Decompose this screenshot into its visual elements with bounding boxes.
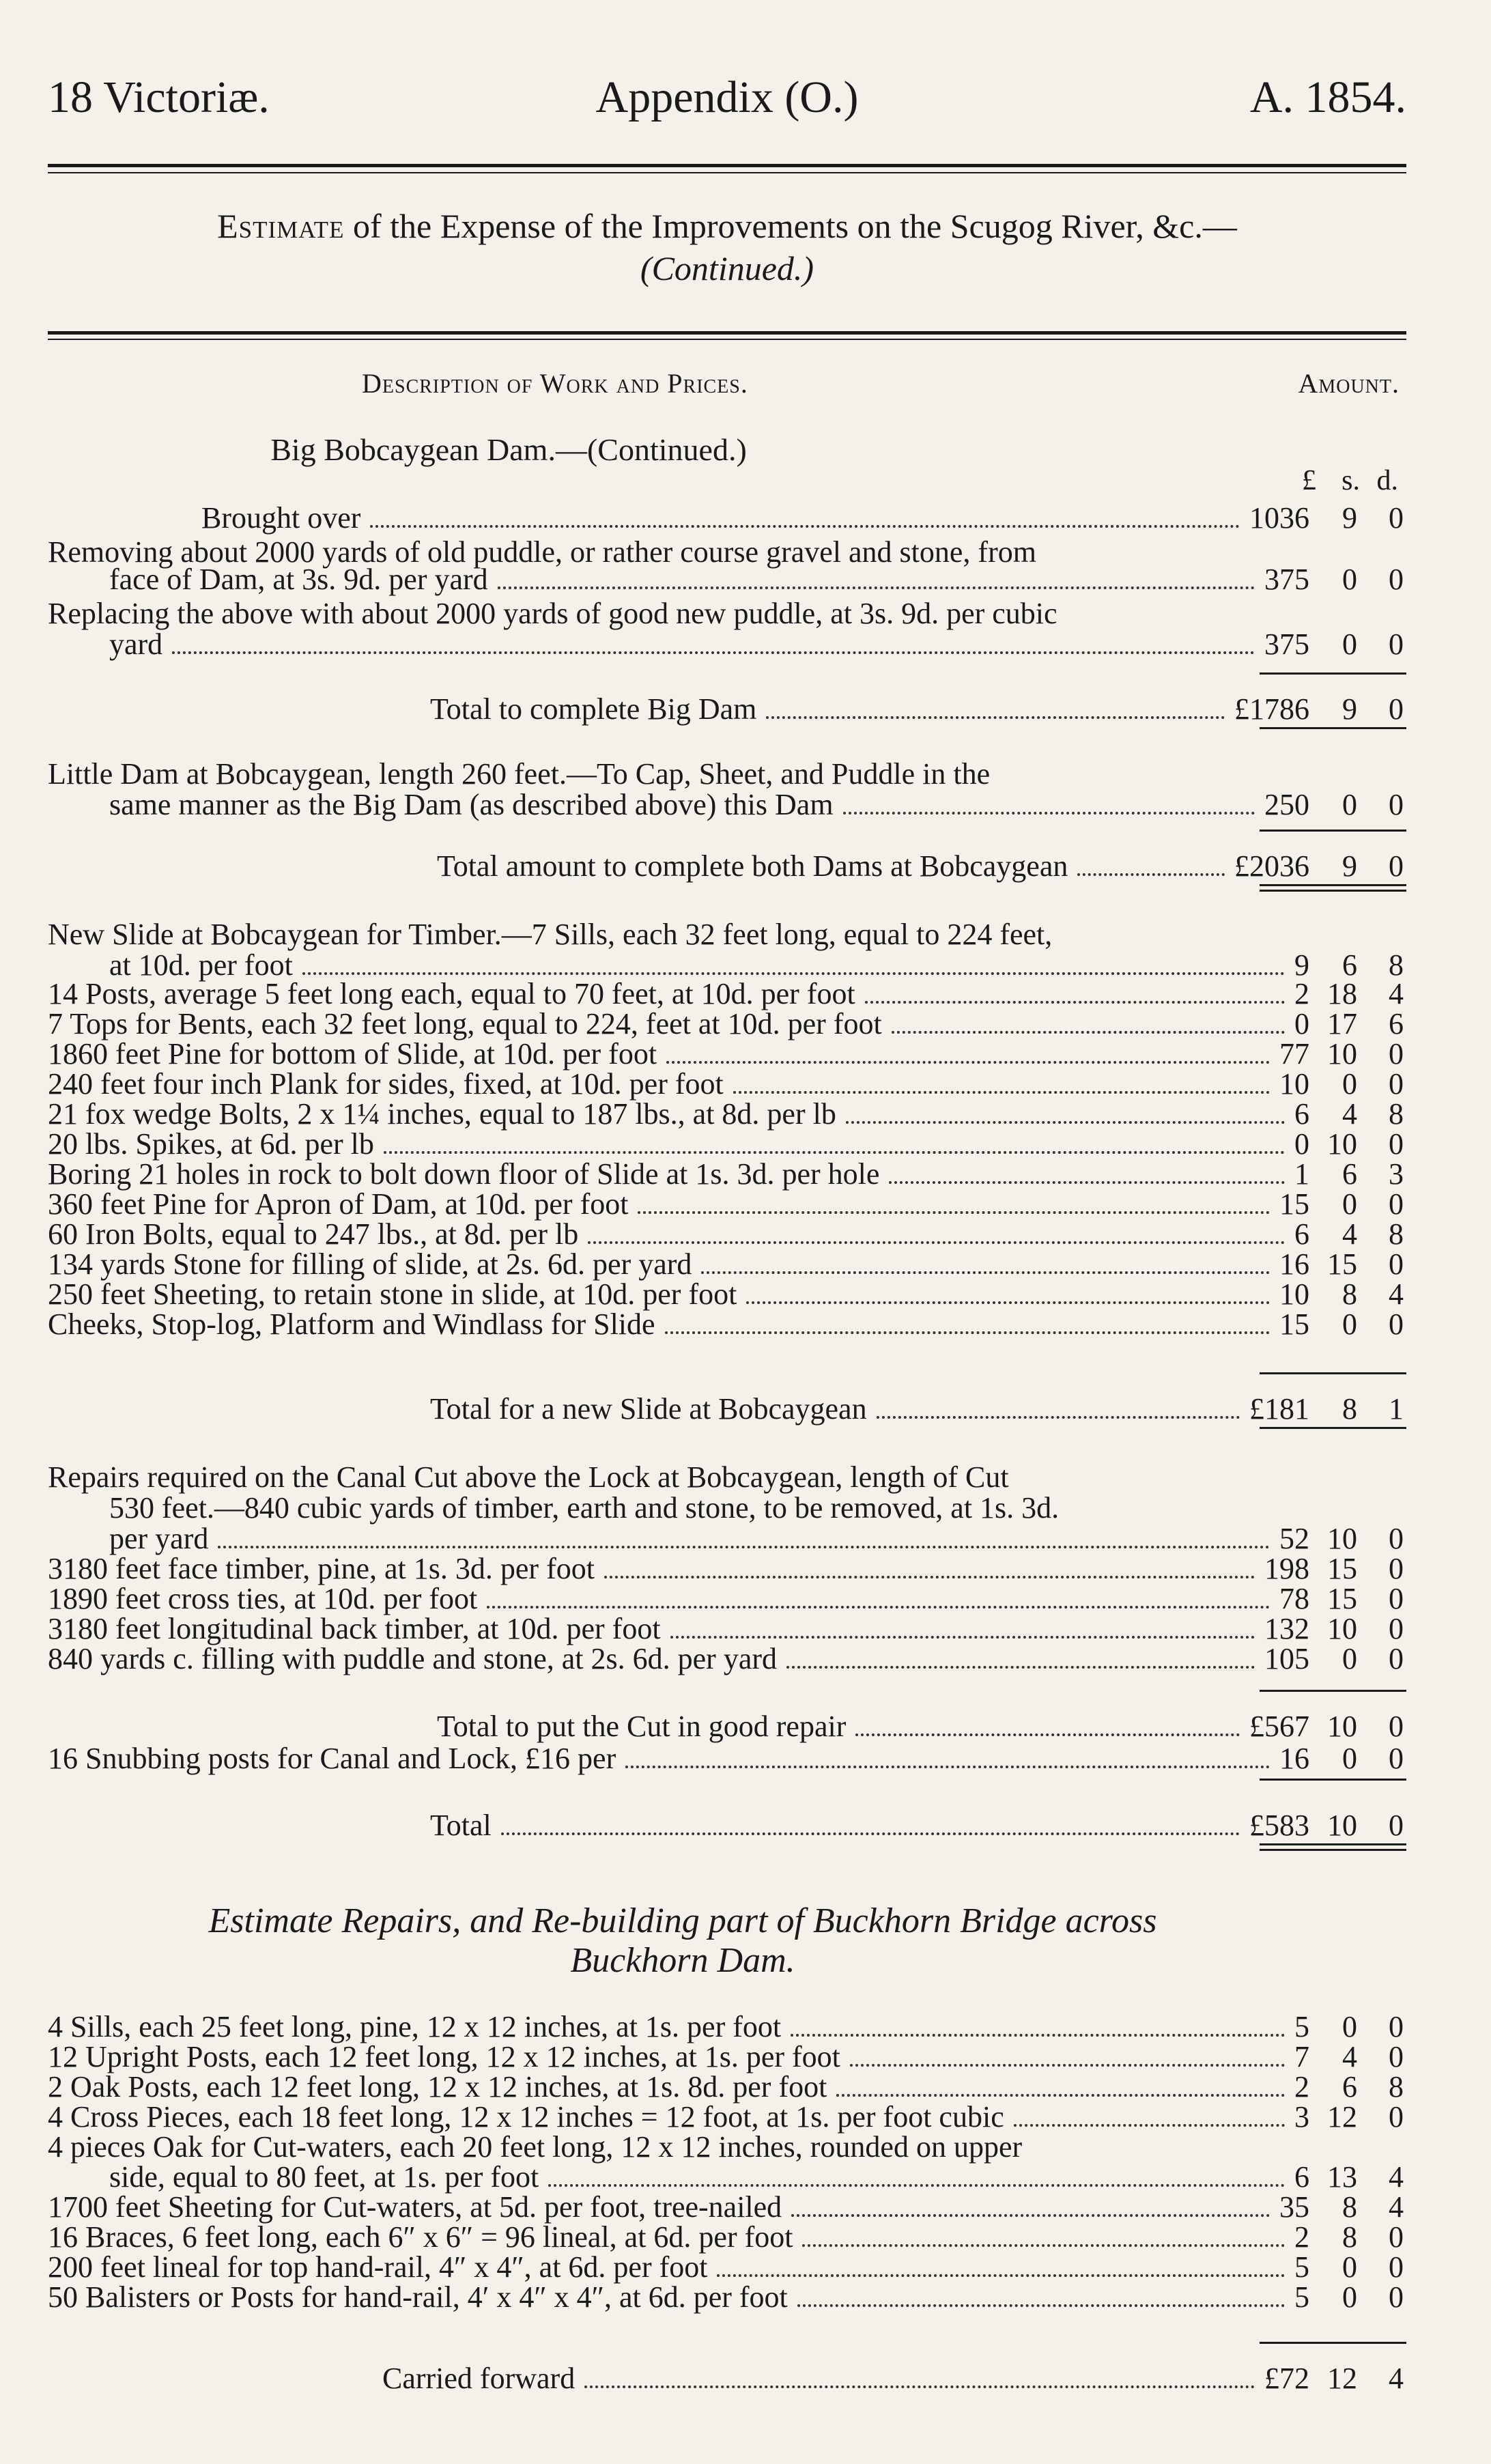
estimate-row xyxy=(48,693,1406,726)
estimate-row xyxy=(48,2362,1406,2395)
leader-dots xyxy=(766,716,1225,719)
estimate-title xyxy=(48,205,1406,289)
amount-pence: 0 xyxy=(1389,1809,1404,1842)
amount-pounds: 250 xyxy=(1264,788,1309,821)
row-description: 20 lbs. Spikes, at 6d. per lb xyxy=(48,1127,374,1161)
amount-pence: 3 xyxy=(1389,1157,1404,1191)
amount-shillings: 0 xyxy=(1342,563,1357,596)
row-description: 16 Braces, 6 feet long, each 6″ x 6″ = 96 lineal, at 6d. per foot xyxy=(48,2220,793,2254)
amount-pence: 8 xyxy=(1389,1217,1404,1251)
row-description: New Slide at Bobcaygean for Timber.—7 Sills, each 32 feet long, equal to 224 feet, xyxy=(48,918,1053,951)
amount-shillings: 9 xyxy=(1342,692,1357,726)
amount-pounds: £181 xyxy=(1249,1392,1309,1426)
title-rule-thin xyxy=(48,339,1406,340)
estimate-row xyxy=(48,1613,1406,1645)
amount-pence: 0 xyxy=(1389,1127,1404,1161)
leader-dots xyxy=(733,1091,1270,1094)
amount-pence: 0 xyxy=(1389,2010,1404,2043)
row-description: Total to put the Cut in good repair xyxy=(437,1710,847,1743)
row-description: 840 yards c. filling with puddle and stone, at 2s. 6d. per yard xyxy=(48,1642,778,1675)
amount-pence: 0 xyxy=(1389,1552,1404,1585)
amount-pence: 0 xyxy=(1389,1582,1404,1615)
pounds-unit: £ xyxy=(1302,465,1316,496)
estimate-row xyxy=(48,1583,1406,1615)
amount-pence: 0 xyxy=(1389,692,1404,726)
row-description: 7 Tops for Bents, each 32 feet long, equal to 224, feet at 10d. per foot xyxy=(48,1007,882,1040)
amount-pounds: £583 xyxy=(1249,1809,1309,1842)
row-description: 50 Balisters or Posts for hand-rail, 4′ x 4″ x 4″, at 6d. per foot xyxy=(48,2280,788,2314)
total-rule xyxy=(1260,1372,1406,1374)
amount-shillings: 10 xyxy=(1327,1710,1357,1743)
amount-pounds: £72 xyxy=(1264,2362,1309,2395)
description-header: Description of Work and Prices. xyxy=(362,368,748,399)
amount-pence: 0 xyxy=(1389,627,1404,661)
leader-dots xyxy=(302,972,1285,975)
leader-dots xyxy=(850,2064,1285,2067)
title-rule xyxy=(48,331,1406,335)
amount-shillings: 0 xyxy=(1342,788,1357,821)
amount-shillings: 8 xyxy=(1342,1392,1357,1426)
amount-shillings: 0 xyxy=(1342,1187,1357,1221)
row-description: Carried forward xyxy=(382,2362,576,2395)
estimate-row xyxy=(48,502,1406,535)
row-description: 4 Cross Pieces, each 18 feet long, 12 x 12 inches = 12 foot, at 1s. per foot cubic xyxy=(48,2100,1004,2134)
row-description: face of Dam, at 3s. 9d. per yard xyxy=(109,563,488,596)
row-description: 200 feet lineal for top hand-rail, 4″ x 4″, at 6d. per foot xyxy=(48,2250,708,2284)
pence-unit: d. xyxy=(1376,465,1398,496)
row-description: Total for a new Slide at Bobcaygean xyxy=(430,1392,867,1426)
leader-dots xyxy=(791,2214,1270,2217)
row-description: 14 Posts, average 5 feet long each, equal to 70 feet, at 10d. per foot xyxy=(48,977,855,1010)
row-description: 16 Snubbing posts for Canal and Lock, £16 per xyxy=(48,1742,616,1775)
estimate-row xyxy=(48,2221,1406,2254)
header-appendix: Appendix (O.) xyxy=(595,72,859,122)
amount-shillings: 15 xyxy=(1327,1552,1357,1585)
row-description: same manner as the Big Dam (as described above) this Dam xyxy=(109,788,834,821)
row-description: 530 feet.—840 cubic yards of timber, earth and stone, to be removed, at 1s. 3d. xyxy=(109,1491,1060,1525)
amount-shillings: 0 xyxy=(1342,1742,1357,1775)
estimate-row xyxy=(48,1128,1406,1161)
leader-dots xyxy=(487,1606,1270,1609)
document-page xyxy=(48,0,1406,2464)
amount-pence: 0 xyxy=(1389,1642,1404,1675)
amount-pounds: 78 xyxy=(1279,1582,1309,1615)
leader-dots xyxy=(786,1666,1255,1669)
amount-shillings: 10 xyxy=(1327,1127,1357,1161)
amount-pounds: 10 xyxy=(1279,1277,1309,1311)
leader-dots xyxy=(836,2094,1285,2097)
amount-pounds: 77 xyxy=(1279,1037,1309,1071)
amount-pence: 4 xyxy=(1389,2190,1404,2224)
amount-pounds: 0 xyxy=(1294,1007,1309,1040)
estimate-row xyxy=(48,1710,1406,1743)
row-description: 1860 feet Pine for bottom of Slide, at 10d. per foot xyxy=(48,1037,657,1071)
amount-shillings: 17 xyxy=(1327,1007,1357,1040)
title-lead: Estimate xyxy=(217,207,345,245)
amount-pounds: 15 xyxy=(1279,1187,1309,1221)
amount-pounds: 5 xyxy=(1294,2280,1309,2314)
amount-pounds: £567 xyxy=(1249,1710,1309,1743)
total-rule xyxy=(1260,2342,1406,2344)
row-description: 1890 feet cross ties, at 10d. per foot xyxy=(48,1582,478,1615)
title-continued: (Continued.) xyxy=(640,249,814,287)
estimate-row xyxy=(48,1278,1406,1311)
leader-dots xyxy=(802,2244,1285,2247)
leader-dots xyxy=(384,1151,1285,1154)
estimate-row xyxy=(48,1068,1406,1101)
amount-pounds: 6 xyxy=(1294,2160,1309,2194)
amount-pounds: 2 xyxy=(1294,2220,1309,2254)
amount-pence: 0 xyxy=(1389,849,1404,883)
leader-dots xyxy=(665,1331,1270,1334)
amount-pence: 0 xyxy=(1389,2280,1404,2314)
total-rule xyxy=(1260,727,1406,729)
estimate-row xyxy=(48,1308,1406,1341)
amount-pence: 0 xyxy=(1389,563,1404,596)
amount-pence: 0 xyxy=(1389,1067,1404,1101)
amount-pounds: 6 xyxy=(1294,1097,1309,1131)
estimate-row xyxy=(48,597,1406,630)
amount-shillings: 4 xyxy=(1342,1097,1357,1131)
leader-dots xyxy=(1077,873,1225,876)
row-description: 60 Iron Bolts, equal to 247 lbs., at 8d. per lb xyxy=(48,1217,579,1251)
amount-shillings: 0 xyxy=(1342,1307,1357,1341)
leader-dots xyxy=(846,1121,1285,1124)
header-rule xyxy=(48,164,1406,167)
amount-shillings: 18 xyxy=(1327,977,1357,1010)
row-description: Removing about 2000 yards of old puddle, or rather course gravel and stone, from xyxy=(48,535,1036,569)
amount-shillings: 0 xyxy=(1342,1067,1357,1101)
header-rule-thin xyxy=(48,172,1406,173)
row-description: 1700 feet Sheeting for Cut-waters, at 5d. per foot, tree-nailed xyxy=(48,2190,782,2224)
section-buckhorn-bridge xyxy=(48,1901,1318,1981)
amount-pence: 8 xyxy=(1389,2070,1404,2104)
estimate-row xyxy=(48,2071,1406,2104)
estimate-row xyxy=(48,2251,1406,2284)
amount-pounds: 52 xyxy=(1279,1522,1309,1555)
row-description: Total amount to complete both Dams at Bobcaygean xyxy=(437,849,1068,883)
leader-dots xyxy=(746,1301,1270,1304)
amount-pence: 0 xyxy=(1389,2250,1404,2284)
amount-shillings: 6 xyxy=(1342,1157,1357,1191)
estimate-row xyxy=(48,2041,1406,2073)
amount-pence: 0 xyxy=(1389,1247,1404,1281)
row-description: 4 Sills, each 25 feet long, pine, 12 x 12 inches, at 1s. per foot xyxy=(48,2010,782,2043)
amount-shillings: 6 xyxy=(1342,948,1357,982)
amount-shillings: 0 xyxy=(1342,1642,1357,1675)
estimate-row xyxy=(48,2161,1406,2194)
amount-shillings: 13 xyxy=(1327,2160,1357,2194)
leader-dots xyxy=(791,2034,1285,2037)
amount-pounds: 35 xyxy=(1279,2190,1309,2224)
leader-dots xyxy=(797,2304,1285,2307)
leader-dots xyxy=(843,812,1255,815)
section-buckhorn-line2: Buckhorn Dam. xyxy=(570,1941,795,1980)
row-description: Replacing the above with about 2000 yards of good new puddle, at 3s. 9d. per cubic xyxy=(48,597,1057,630)
title-text: of the Expense of the Improvements on the Scugog River, &c.— xyxy=(352,207,1237,245)
estimate-row xyxy=(48,1553,1406,1585)
estimate-row xyxy=(48,1188,1406,1221)
amount-pence: 0 xyxy=(1389,1742,1404,1775)
amount-shillings: 15 xyxy=(1327,1247,1357,1281)
estimate-row xyxy=(48,2191,1406,2224)
row-description: Total to complete Big Dam xyxy=(430,692,757,726)
amount-pounds: 375 xyxy=(1264,563,1309,596)
estimate-row xyxy=(48,563,1406,596)
leader-dots xyxy=(584,2385,1255,2388)
amount-pence: 0 xyxy=(1389,2040,1404,2073)
total-rule xyxy=(1260,1779,1406,1781)
amount-shillings: 12 xyxy=(1327,2362,1357,2395)
estimate-row xyxy=(48,1248,1406,1281)
section-buckhorn-line1: Estimate Repairs, and Re-building part of Buckhorn Bridge across xyxy=(208,1901,1157,1940)
leader-dots xyxy=(218,1546,1270,1548)
leader-dots xyxy=(701,1271,1270,1274)
leader-dots xyxy=(717,2274,1285,2277)
row-description: Boring 21 holes in rock to bolt down floor of Slide at 1s. 3d. per hole xyxy=(48,1157,880,1191)
amount-pence: 8 xyxy=(1389,948,1404,982)
amount-pence: 0 xyxy=(1389,1710,1404,1743)
row-description: Total xyxy=(430,1809,492,1842)
amount-pounds: 1 xyxy=(1294,1157,1309,1191)
total-rule xyxy=(1260,1690,1406,1692)
amount-pence: 1 xyxy=(1389,1392,1404,1426)
estimate-row xyxy=(48,1809,1406,1842)
estimate-row xyxy=(48,978,1406,1010)
amount-pence: 0 xyxy=(1389,2100,1404,2134)
amount-pounds: 10 xyxy=(1279,1067,1309,1101)
amount-pounds: 5 xyxy=(1294,2010,1309,2043)
leader-dots xyxy=(670,1636,1255,1639)
amount-shillings: 0 xyxy=(1342,2280,1357,2314)
amount-pence: 4 xyxy=(1389,2362,1404,2395)
estimate-row xyxy=(48,758,1406,791)
amount-pence: 0 xyxy=(1389,1187,1404,1221)
row-description: 134 yards Stone for filling of slide, at 2s. 6d. per yard xyxy=(48,1247,692,1281)
amount-pence: 0 xyxy=(1389,1037,1404,1071)
leader-dots xyxy=(498,586,1255,589)
estimate-row xyxy=(48,789,1406,821)
amount-shillings: 10 xyxy=(1327,1612,1357,1645)
row-description: 360 feet Pine for Apron of Dam, at 10d. per foot xyxy=(48,1187,629,1221)
total-rule xyxy=(1260,830,1406,832)
header-session: 18 Victoriæ. xyxy=(48,72,270,122)
row-description: 240 feet four inch Plank for sides, fixed, at 10d. per foot xyxy=(48,1067,724,1101)
amount-shillings: 0 xyxy=(1342,627,1357,661)
amount-shillings: 8 xyxy=(1342,2190,1357,2224)
amount-pence: 0 xyxy=(1389,1522,1404,1555)
amount-shillings: 10 xyxy=(1327,1037,1357,1071)
amount-shillings: 9 xyxy=(1342,501,1357,535)
total-rule xyxy=(1260,890,1406,892)
amount-pounds: 198 xyxy=(1264,1552,1309,1585)
amount-pounds: 9 xyxy=(1294,948,1309,982)
row-description: 12 Upright Posts, each 12 feet long, 12 x 12 inches, at 1s. per foot xyxy=(48,2040,840,2073)
leader-dots xyxy=(877,1416,1240,1419)
amount-pence: 4 xyxy=(1389,1277,1404,1311)
amount-shillings: 8 xyxy=(1342,1277,1357,1311)
estimate-row xyxy=(48,1461,1406,1494)
leader-dots xyxy=(666,1061,1270,1064)
leader-dots xyxy=(588,1241,1285,1244)
amount-pence: 0 xyxy=(1389,788,1404,821)
amount-shillings: 15 xyxy=(1327,1582,1357,1615)
leader-dots xyxy=(172,651,1255,654)
amount-pounds: 16 xyxy=(1279,1742,1309,1775)
amount-pounds: 105 xyxy=(1264,1642,1309,1675)
row-description: Brought over xyxy=(201,501,361,535)
amount-pence: 0 xyxy=(1389,2220,1404,2254)
amount-shillings: 12 xyxy=(1327,2100,1357,2134)
row-description: 3180 feet face timber, pine, at 1s. 3d. per foot xyxy=(48,1552,595,1585)
estimate-row xyxy=(48,2131,1406,2164)
amount-pounds: 1036 xyxy=(1249,501,1309,535)
estimate-row xyxy=(48,2281,1406,2314)
amount-shillings: 4 xyxy=(1342,1217,1357,1251)
amount-pounds: £2036 xyxy=(1234,849,1309,883)
leader-dots xyxy=(548,2184,1285,2187)
estimate-row xyxy=(48,2101,1406,2134)
estimate-row xyxy=(48,1218,1406,1251)
estimate-row xyxy=(48,1643,1406,1675)
estimate-row xyxy=(48,918,1406,951)
total-rule xyxy=(1260,1843,1406,1845)
row-description: Cheeks, Stop-log, Platform and Windlass for Slide xyxy=(48,1307,655,1341)
amount-shillings: 10 xyxy=(1327,1522,1357,1555)
row-description: at 10d. per foot xyxy=(109,948,293,982)
leader-dots xyxy=(855,1733,1240,1736)
amount-pence: 8 xyxy=(1389,1097,1404,1131)
amount-shillings: 10 xyxy=(1327,1809,1357,1842)
estimate-row xyxy=(48,1158,1406,1191)
leader-dots xyxy=(625,1766,1270,1768)
row-description: 250 feet Sheeting, to retain stone in slide, at 10d. per foot xyxy=(48,1277,737,1311)
amount-shillings: 8 xyxy=(1342,2220,1357,2254)
leader-dots xyxy=(1014,2124,1285,2127)
row-description: side, equal to 80 feet, at 1s. per foot xyxy=(109,2160,539,2194)
estimate-row xyxy=(48,1098,1406,1131)
amount-pounds: 2 xyxy=(1294,2070,1309,2104)
amount-pounds: 7 xyxy=(1294,2040,1309,2073)
total-rule xyxy=(1260,672,1406,675)
row-description: yard xyxy=(109,627,163,661)
amount-pounds: 3 xyxy=(1294,2100,1309,2134)
running-header xyxy=(48,72,1406,126)
amount-pence: 0 xyxy=(1389,501,1404,535)
row-description: 4 pieces Oak for Cut-waters, each 20 feet long, 12 x 12 inches, rounded on upper xyxy=(48,2130,1023,2164)
shillings-unit: s. xyxy=(1341,465,1360,496)
amount-header: Amount. xyxy=(1298,368,1400,399)
estimate-row xyxy=(48,1523,1406,1555)
leader-dots xyxy=(892,1031,1285,1034)
row-description: per yard xyxy=(109,1522,209,1555)
amount-shillings: 0 xyxy=(1342,2250,1357,2284)
amount-pence: 6 xyxy=(1389,1007,1404,1040)
total-rule xyxy=(1260,884,1406,886)
amount-pounds: 15 xyxy=(1279,1307,1309,1341)
row-description: 21 fox wedge Bolts, 2 x 1¼ inches, equal to 187 lbs., at 8d. per lb xyxy=(48,1097,836,1131)
estimate-row xyxy=(48,2011,1406,2043)
estimate-row xyxy=(48,628,1406,661)
amount-pence: 0 xyxy=(1389,1307,1404,1341)
estimate-row xyxy=(48,1008,1406,1040)
leader-dots xyxy=(501,1832,1240,1835)
amount-pounds: £1786 xyxy=(1234,692,1309,726)
amount-shillings: 6 xyxy=(1342,2070,1357,2104)
estimate-row xyxy=(48,1742,1406,1775)
amount-shillings: 9 xyxy=(1342,849,1357,883)
amount-pounds: 16 xyxy=(1279,1247,1309,1281)
amount-pounds: 2 xyxy=(1294,977,1309,1010)
amount-pence: 4 xyxy=(1389,2160,1404,2194)
total-rule xyxy=(1260,1427,1406,1429)
leader-dots xyxy=(865,1001,1285,1004)
estimate-row xyxy=(48,1038,1406,1071)
amount-pounds: 375 xyxy=(1264,627,1309,661)
row-description: Repairs required on the Canal Cut above the Lock at Bobcaygean, length of Cut xyxy=(48,1460,1009,1494)
leader-dots xyxy=(889,1181,1285,1184)
amount-pounds: 132 xyxy=(1264,1612,1309,1645)
estimate-row xyxy=(48,1492,1406,1525)
amount-pounds: 5 xyxy=(1294,2250,1309,2284)
amount-pence: 4 xyxy=(1389,977,1404,1010)
amount-pence: 0 xyxy=(1389,1612,1404,1645)
row-description: 3180 feet longitudinal back timber, at 10d. per foot xyxy=(48,1612,661,1645)
total-rule xyxy=(1260,1849,1406,1851)
row-description: Little Dam at Bobcaygean, length 260 feet.—To Cap, Sheet, and Puddle in the xyxy=(48,757,991,791)
estimate-row xyxy=(48,1393,1406,1426)
amount-pounds: 0 xyxy=(1294,1127,1309,1161)
amount-pounds: 6 xyxy=(1294,1217,1309,1251)
section-big-dam: Big Bobcaygean Dam.—(Continued.) xyxy=(270,432,747,467)
leader-dots xyxy=(370,525,1240,528)
amount-shillings: 0 xyxy=(1342,2010,1357,2043)
row-description: 2 Oak Posts, each 12 feet long, 12 x 12 inches, at 1s. 8d. per foot xyxy=(48,2070,827,2104)
leader-dots xyxy=(638,1211,1270,1214)
amount-shillings: 4 xyxy=(1342,2040,1357,2073)
leader-dots xyxy=(604,1576,1255,1578)
header-year: A. 1854. xyxy=(1249,72,1406,122)
estimate-row xyxy=(48,850,1406,883)
